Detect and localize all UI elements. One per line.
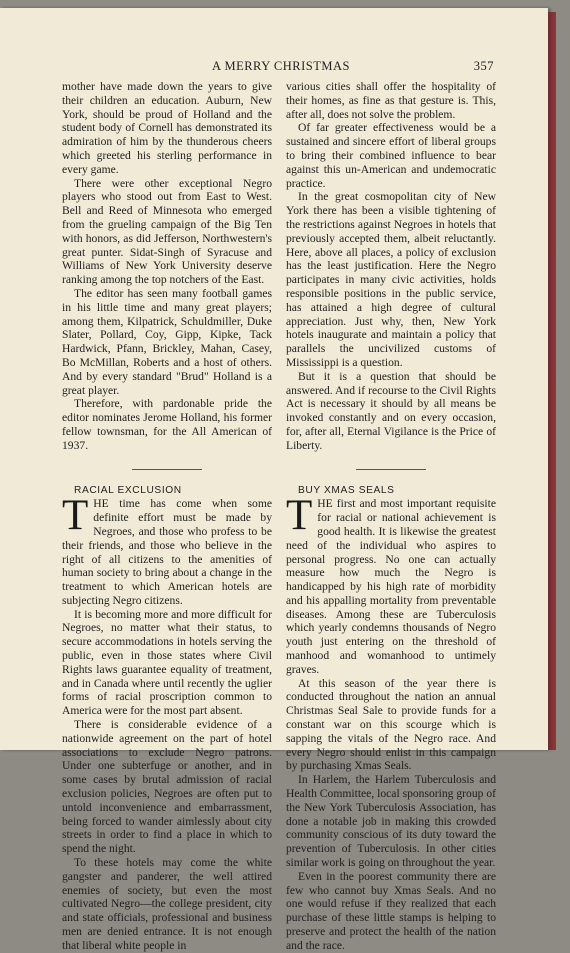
paragraph: Of far greater effectiveness would be a sustained and sincere effort of liberal groups to bring their combined influence to bear against this un-American and undemocratic practice. xyxy=(286,121,496,190)
paragraph: The editor has seen many football games in his little time and many great players; among them, Kilpatrick, Schuldmiller, Duke Slater, Pollard, Coy, Gipp, Kipke, Tack Hardwick, Pfann, Brickley, Mahan, Casey, Bo McMillan, Roberts and a host of others. And by every standard "Brud" Holland is a great player. xyxy=(62,286,272,397)
drop-cap: T xyxy=(286,492,313,540)
book-cover-edge xyxy=(548,12,556,750)
section-heading-racial-exclusion: RACIAL EXCLUSION xyxy=(74,484,182,496)
paragraph: But it is a question that should be answered. And if recourse to the Civil Rights Act is necessary it should by all means be invoked constantly and on every occasion, for, after all, Eternal Vigilance is the Price of Liberty. xyxy=(286,369,496,452)
paragraph: There is considerable evidence of a nationwide agreement on the part of hotel associations to exclude Negro patrons. Under one subterfuge or another, and in some cases by brutal admission of racial exclusion policies, Negroes are often put to untold inconvenience and embarrassment, being forced to wander aimlessly about city streets in order to find a place in which to spend the night. xyxy=(62,718,272,856)
paragraph: It is becoming more and more difficult for Negroes, no matter what their status, to secure accommodations in hotels serving the public, even in those states where Civil Rights laws guarantee equality of treatment, and in Canada where until recently the uglier forms of racial proscription common to America were for the most part absent. xyxy=(62,607,272,718)
paragraph: Even in the poorest community there are few who cannot buy Xmas Seals. And no one would refuse if they realized that each purchase of these little stamps is helping to preserve and protect the health of the nation and the race. xyxy=(286,869,496,952)
page-number: 357 xyxy=(473,59,494,73)
paragraph: various cities shall offer the hospitality of their homes, as fine as that gesture is. This, after all, does not solve the problem. xyxy=(286,80,496,121)
section-divider xyxy=(356,469,426,470)
section-heading-buy-xmas-seals: BUY XMAS SEALS xyxy=(298,484,395,496)
paragraph: In Harlem, the Harlem Tuberculosis and Health Committee, local sponsoring group of the New York Tuberculosis Association, has done a notable job in making this crowded community conscious of its duty toward the prevention of Tuberculosis. In other cities similar work is going on throughout the year. xyxy=(286,773,496,870)
paragraph: mother have made down the years to give their children an education. Auburn, New York, should be proud of Holland and the student body of Cornell has demonstrated its admiration of him by the thunderous cheers which greeted his sterling performance in every game. xyxy=(62,80,272,176)
lead-text: HE time has come when some definite effort must be made by Negroes, and those who profess to be their friends, and those who believe in the right of all citizens to the amenities of human society to bring about a change in the treatment to which American hotels are subjecting Negro citizens. xyxy=(62,497,272,607)
paragraph: In the great cosmopolitan city of New York there has been a visible tightening of the restrictions against Negroes in hotels that previously accepted them, albeit reluctantly. Here, above all places, a policy of exclusion has the least justification. Here the Negro participates in many civic activities, holds responsible positions in the public service, has attained a high degree of cultural appreciation. Just why, then, New York hotels inaugurate and maintain a policy that parallels the uncivilized customs of Mississippi is a question. xyxy=(286,190,496,369)
paragraph: At this season of the year there is conducted throughout the nation an annual Christmas Seal Sale to provide funds for a constant war on this scourge which is sapping the vitals of the Negro race. And every Negro should enlist in this campaign by purchasing Xmas Seals. xyxy=(286,676,496,773)
lead-text: HE first and most important requisite for racial or national achievement is good health. It is likewise the greatest need of the individual who aspires to personal progress. No one can actually measure how much the Negro is handicapped by his high rate of morbidity and his appalling mortality from preventable diseases. Among these are Tuberculosis which yearly condemns thousands of Negro youth just entering on the threshold of manhood and womanhood to untimely graves. xyxy=(286,497,496,676)
paragraph: There were other exceptional Negro players who stood out from East to West. Bell and Reed of Minnesota who emerged from the grueling campaign of the Big Ten with honors, as did Jefferson, Northwestern's great punter. Sidat-Singh of Syracuse and Williams of New York University deserve ranking among the top notchers of the East. xyxy=(62,176,272,287)
right-column xyxy=(286,80,496,953)
paragraph: To these hotels may come the white gangster and panderer, the well attired enemies of society, but even the most cultivated Negro—the college president, city and state officials, professional and business men are denied entrance. It is not enough that liberal white people in xyxy=(62,856,272,952)
paragraph: Therefore, with pardonable pride the editor nominates Jerome Holland, his former fellow townsman, for the All American of 1937. xyxy=(62,397,272,452)
section-divider xyxy=(132,469,202,470)
running-title: A MERRY CHRISTMAS xyxy=(212,59,350,73)
drop-cap: T xyxy=(62,492,89,540)
left-column xyxy=(62,80,272,953)
section-lead-paragraph xyxy=(62,492,272,607)
section-lead-paragraph xyxy=(286,492,496,676)
